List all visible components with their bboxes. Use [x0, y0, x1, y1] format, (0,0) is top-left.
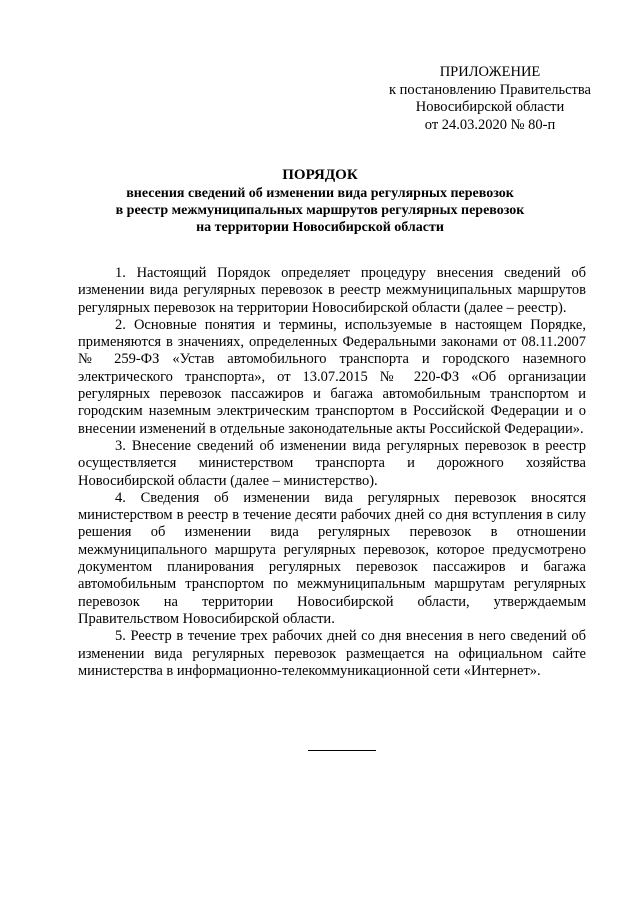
- paragraph-4: 4. Сведения об изменении вида регулярных перевозок вносятся министерством в реестр в течение десяти рабочих дней со дня вступления в силу решения об изменении вида регулярных перевозок в отношении межмуниципального маршрута регулярных перевозок, которое предусмотрено документом планирования регулярных перевозок пассажиров и багажа автомобильным транспортом по межмуниципальным маршрутам регулярных перевозок на территории Новосибирской области, утверждаемым Правительством Новосибирской области.: [78, 489, 586, 627]
- appendix-date-number: от 24.03.2020 № 80-п: [424, 116, 556, 133]
- document-body: [78, 265, 586, 680]
- document-subtitle-line-1: внесения сведений об изменении вида регулярных перевозок: [126, 186, 514, 201]
- appendix-region: Новосибирской области: [415, 99, 565, 115]
- paragraph-2: 2. Основные понятия и термины, используемые в настоящем Порядке, применяются в значениях, определенных Федеральными законами от 08.11.2007 № 259-ФЗ «Устав автомобильного транспорта и городского наземного электрического транспорта», от 13.07.2015 № 220-ФЗ «Об организации регулярных перевозок пассажиров и багажа автомобильным транспортом и городским наземным электрическим транспортом в Российской Федерации и о внесении изменений в отдельные законодательные акты Российской Федерации».: [78, 316, 586, 437]
- paragraph-5: 5. Реестр в течение трех рабочих дней со дня внесения в него сведений об изменении вида регулярных перевозок размещается на официальном сайте министерства в информационно-телекоммуникационной сети «Интернет».: [78, 628, 586, 679]
- paragraph-1: 1. Настоящий Порядок определяет процедуру внесения сведений об изменении вида регулярных перевозок в реестр межмуниципальных маршрутов регулярных перевозок на территории Новосибирской области (далее – реестр).: [78, 265, 586, 316]
- end-separator-line: [308, 750, 376, 751]
- document-subtitle-line-3: на территории Новосибирской области: [196, 220, 444, 235]
- appendix-header: [380, 64, 600, 134]
- appendix-label: ПРИЛОЖЕНИЕ: [439, 64, 541, 80]
- paragraph-3: 3. Внесение сведений об изменении вида регулярных перевозок в реестр осуществляется министерством транспорта и дорожного хозяйства Новосибирской области (далее – министерство).: [78, 437, 586, 489]
- appendix-resolution-ref: к постановлению Правительства: [389, 81, 591, 98]
- document-subtitle-line-2: в реестр межмуниципальных маршрутов регулярных перевозок: [115, 203, 525, 218]
- document-title: ПОРЯДОК: [282, 167, 358, 183]
- document-title-block: [60, 165, 580, 236]
